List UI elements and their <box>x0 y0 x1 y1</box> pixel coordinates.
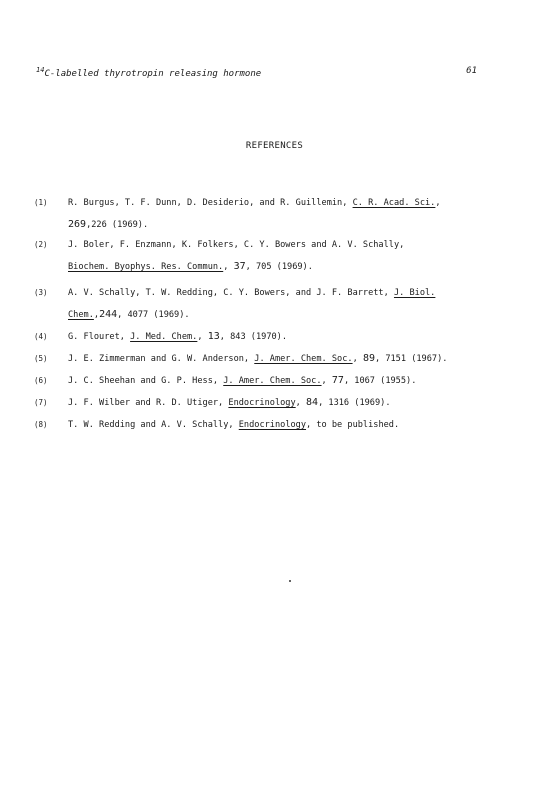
reference-tail: , <box>321 376 332 386</box>
reference-tail: , <box>197 332 208 342</box>
reference-tail: , <box>93 310 100 320</box>
reference-tail: , <box>352 354 363 364</box>
reference-volume: 77 <box>331 375 344 386</box>
reference-authors: G. Flouret, <box>68 332 131 342</box>
reference-line <box>68 257 514 277</box>
reference-volume: 89 <box>362 353 375 364</box>
running-title-text: C-labelled thyrotropin releasing hormone <box>44 69 262 79</box>
reference-item <box>34 235 514 277</box>
reference-line <box>68 327 514 347</box>
running-head <box>36 66 477 82</box>
reference-line <box>68 193 514 213</box>
reference-line <box>68 235 514 255</box>
reference-pages: , 1067 (1955). <box>343 376 417 386</box>
reference-authors: J. Boler, F. Enzmann, K. Folkers, C. Y. Bowers and A. V. Schally, <box>68 240 405 250</box>
scan-speck <box>289 580 291 582</box>
reference-pages: , 705 (1969). <box>245 262 313 272</box>
reference-number: (3) <box>34 288 48 297</box>
reference-journal: J. Biol. <box>393 288 436 298</box>
reference-authors: J. E. Zimmerman and G. W. Anderson, <box>68 354 255 364</box>
reference-journal: Endocrinology <box>238 420 307 430</box>
reference-line <box>68 371 514 391</box>
reference-line <box>68 415 514 435</box>
reference-number: (2) <box>34 240 48 249</box>
reference-line <box>68 349 514 369</box>
reference-authors: J. F. Wilber and R. D. Utiger, <box>68 398 229 408</box>
reference-tail: , <box>295 398 307 408</box>
reference-line <box>68 215 514 235</box>
reference-authors: J. C. Sheehan and G. P. Hess, <box>68 376 224 386</box>
reference-item <box>34 371 514 391</box>
reference-journal: C. R. Acad. Sci. <box>352 198 436 208</box>
reference-number: (8) <box>34 420 48 429</box>
reference-volume: 13 <box>207 331 220 342</box>
reference-pages: ,226 (1969). <box>86 220 149 230</box>
reference-tail: , <box>435 198 441 208</box>
reference-line <box>68 393 514 413</box>
reference-journal: J. Amer. Chem. Soc. <box>254 354 353 364</box>
reference-tail: , <box>223 262 234 272</box>
reference-number: (7) <box>34 398 48 407</box>
reference-item <box>34 283 514 325</box>
reference-number: (6) <box>34 376 48 385</box>
reference-authors: A. V. Schally, T. W. Redding, C. Y. Bowers, and J. F. Barrett, <box>68 288 394 298</box>
reference-volume: 37 <box>233 261 246 272</box>
running-title <box>36 66 261 79</box>
page-number: 61 <box>466 66 477 76</box>
reference-authors: R. Burgus, T. F. Dunn, D. Desiderio, and R. Guillemin, <box>68 198 353 208</box>
reference-line <box>68 283 514 303</box>
reference-pages: , 7151 (1967). <box>374 354 448 364</box>
reference-volume: 84 <box>306 397 319 408</box>
reference-pages: , 1316 (1969). <box>318 398 391 408</box>
reference-journal: J. Med. Chem. <box>130 332 198 342</box>
reference-volume: 244 <box>99 309 118 320</box>
references-heading: REFERENCES <box>245 141 304 151</box>
reference-journal: Endocrinology <box>228 398 296 408</box>
reference-item <box>34 349 514 369</box>
reference-number: (4) <box>34 332 48 341</box>
reference-number: (5) <box>34 354 48 363</box>
reference-item <box>34 393 514 413</box>
reference-line <box>68 305 514 325</box>
reference-pages: , to be published. <box>306 420 400 430</box>
reference-journal: Biochem. Byophys. Res. Commun. <box>68 262 224 272</box>
reference-number: (1) <box>34 198 48 207</box>
isotope-superscript: 14 <box>36 66 45 74</box>
reference-item <box>34 415 514 435</box>
reference-pages: , 4077 (1969). <box>117 310 190 320</box>
reference-list <box>34 193 514 435</box>
reference-authors: T. W. Redding and A. V. Schally, <box>68 420 239 430</box>
reference-volume: 269 <box>68 219 87 230</box>
reference-item <box>34 327 514 347</box>
reference-journal-cont: Chem. <box>68 310 94 320</box>
reference-item <box>34 193 514 235</box>
reference-journal: J. Amer. Chem. Soc. <box>223 376 322 386</box>
reference-pages: , 843 (1970). <box>219 332 288 342</box>
